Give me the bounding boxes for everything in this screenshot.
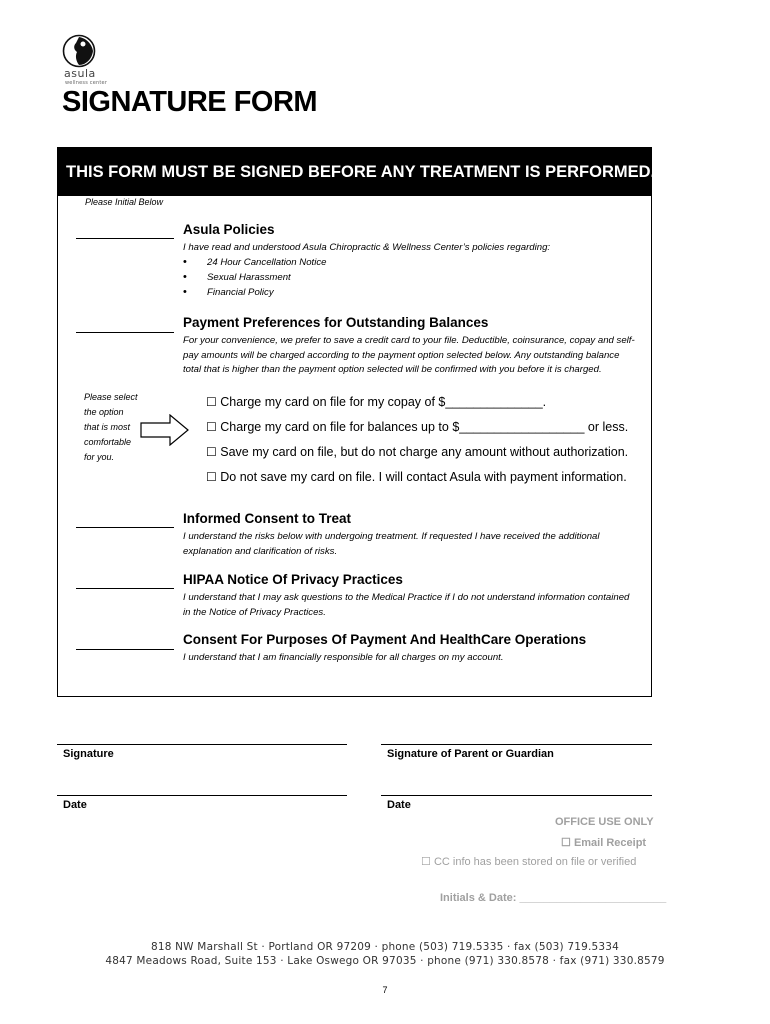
cc-info-label: CC info has been stored on file or verified	[433, 856, 637, 868]
checkbox-icon[interactable]: ☐	[206, 470, 217, 484]
arrow-right-icon	[140, 414, 190, 451]
form-banner: THIS FORM MUST BE SIGNED BEFORE ANY TREATMENT IS PERFORMED.	[58, 148, 651, 196]
checkbox-icon[interactable]: ☐	[561, 837, 571, 849]
payment-option-balance-limit[interactable]	[206, 420, 628, 434]
option-label: Charge my card on file for balances up to $__________________ or less.	[220, 420, 629, 434]
section-title: Consent For Purposes Of Payment And HealthCare Operations	[183, 632, 587, 647]
asula-logo	[62, 34, 112, 90]
initials-date-field[interactable]: Initials & Date: ________________________	[440, 892, 667, 904]
section-title: HIPAA Notice Of Privacy Practices	[183, 572, 403, 587]
page-number: 7	[382, 985, 388, 995]
guardian-signature-line[interactable]	[381, 744, 652, 745]
payment-option-do-not-save[interactable]	[206, 470, 627, 484]
list-item: • 24 Hour Cancellation Notice	[183, 255, 326, 270]
email-receipt-label: Email Receipt	[573, 837, 647, 849]
policy-list	[183, 255, 326, 300]
signature-label: Signature	[63, 748, 114, 760]
date-line-right[interactable]	[381, 795, 652, 796]
date-label-right: Date	[387, 799, 411, 811]
logo-emblem-icon	[62, 34, 96, 68]
section-title: Informed Consent to Treat	[183, 511, 352, 526]
option-label: Save my card on file, but do not charge any amount without authorization.	[220, 445, 629, 459]
address-lake-oswego: 4847 Meadows Road, Suite 153 · Lake Oswego OR 97035 · phone (971) 330.8578 · fax (971) 330.8579	[105, 955, 665, 967]
cc-info-option[interactable]	[421, 855, 636, 868]
signature-line[interactable]	[57, 744, 347, 745]
page-title: SIGNATURE FORM	[62, 86, 318, 118]
logo-subtitle: wellness center	[65, 80, 108, 86]
section-description: I understand that I may ask questions to the Medical Practice if I do not understand information contained in the Notice of Privacy Practices.	[183, 592, 630, 618]
list-item: • Sexual Harassment	[183, 270, 326, 285]
initial-field-policies[interactable]	[76, 238, 174, 239]
checkbox-icon[interactable]: ☐	[421, 856, 431, 868]
option-label: Charge my card on file for my copay of $______________.	[220, 395, 547, 409]
initial-field-consent[interactable]	[76, 527, 174, 528]
checkbox-icon[interactable]: ☐	[206, 445, 217, 459]
section-title: Asula Policies	[183, 222, 275, 237]
checkbox-icon[interactable]: ☐	[206, 420, 217, 434]
checkbox-icon[interactable]: ☐	[206, 395, 217, 409]
section-description: I understand the risks below with undergoing treatment. If requested I have received the additional explanation and clarification of risks.	[183, 531, 600, 557]
guardian-signature-label: Signature of Parent or Guardian	[387, 748, 554, 760]
logo-name: asula	[64, 67, 96, 80]
option-label: Do not save my card on file. I will contact Asula with payment information.	[220, 470, 627, 484]
section-description: I have read and understood Asula Chiropractic & Wellness Center’s policies regarding:	[183, 242, 551, 253]
initial-field-payment[interactable]	[76, 332, 174, 333]
section-description: I understand that I am financially responsible for all charges on my account.	[183, 652, 504, 663]
initial-field-hipaa[interactable]	[76, 588, 174, 589]
payment-option-copay[interactable]	[206, 395, 546, 409]
section-description: For your convenience, we prefer to save a credit card to your file. Deductible, coinsurance, copay and self-pay amounts will be charged according to the payment option selected below. Any outstanding balance total that is higher than the payment option selected will be confirmed with you before it is charged.	[183, 335, 635, 375]
form-box	[57, 147, 656, 697]
date-label-left: Date	[63, 799, 87, 811]
list-item: • Financial Policy	[183, 285, 326, 300]
select-note: Please select the option that is most comfortable for you.	[84, 392, 138, 462]
initial-note: Please Initial Below	[85, 197, 164, 207]
address-portland: 818 NW Marshall St · Portland OR 97209 · phone (503) 719.5335 · fax (503) 719.5334	[150, 941, 620, 953]
initial-field-healthcare[interactable]	[76, 649, 174, 650]
section-title: Payment Preferences for Outstanding Balances	[183, 315, 489, 330]
payment-option-save-no-charge[interactable]	[206, 445, 628, 459]
date-line-left[interactable]	[57, 795, 347, 796]
office-use-heading: OFFICE USE ONLY	[555, 816, 654, 828]
email-receipt-option[interactable]	[561, 836, 646, 849]
